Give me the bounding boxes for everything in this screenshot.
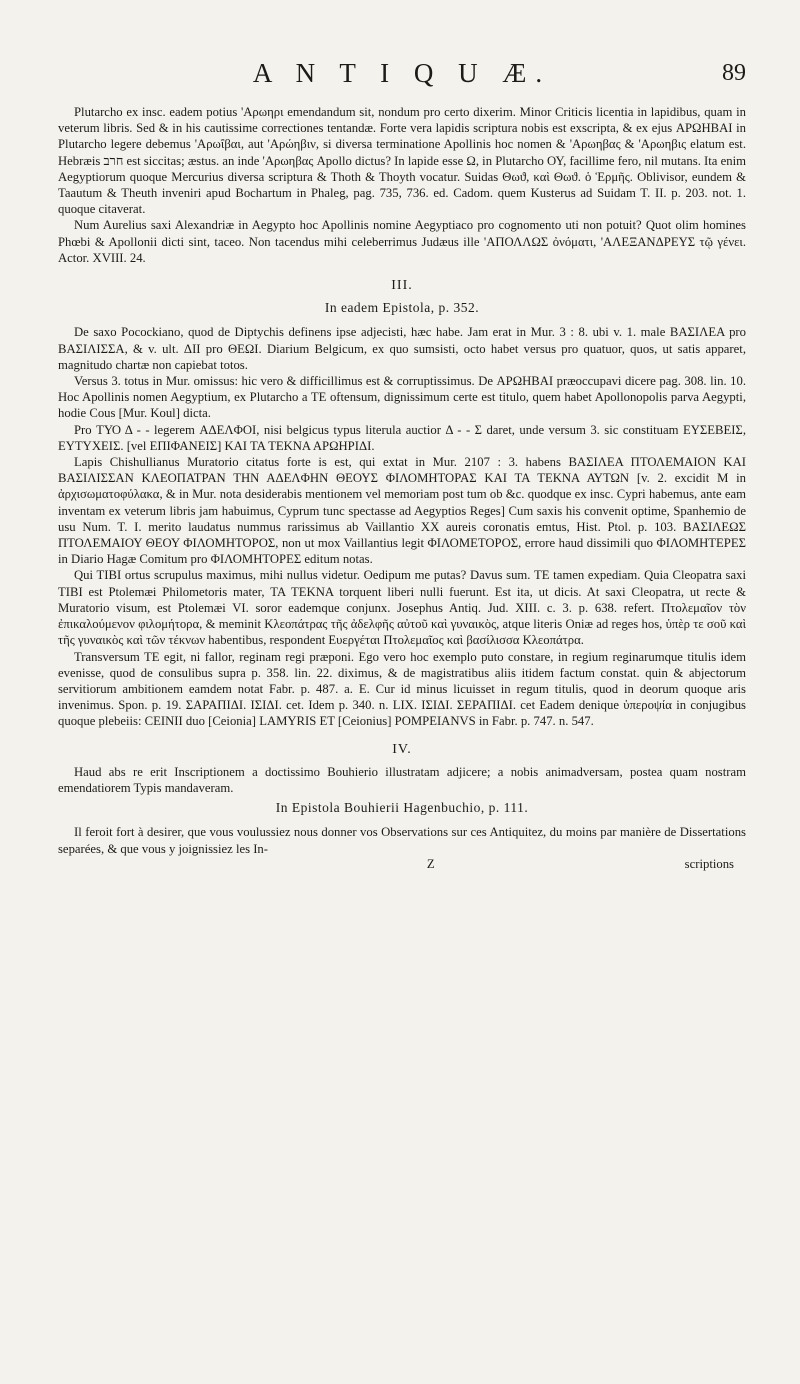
paragraph: De saxo Pocockiano, quod de Diptychis definens ipse adjecisti, hæc habe. Jam erat in Mur. 3 : 8. ubi v. 1. male ΒΑΣΙΛΕΑ pro ΒΑΣΙΛΙΣΣΑ, & v. ult. ΔΙΙ pro ΘΕΩΙ. Diarium Belgicum, ex quo sumsisti, octo habet versus pro quatuor, quos, ut satis apparet, magnitudo chartæ non capiebat totos. [58, 325, 746, 372]
catchword: scriptions [684, 856, 734, 871]
section-numeral: IV. [392, 741, 412, 757]
paragraph: Il feroit fort à desirer, que vous voulussiez nous donner vos Observations sur ces Antiquitez, du moins par manière de Dissertations separées, & que vous y joignissiez les In- [58, 825, 746, 856]
paragraph: Lapis Chishullianus Muratorio citatus forte is est, qui extat in Mur. 2107 : 3. habens ΒΑΣΙΛΕΑ ΠΤΟΛΕΜΑΙΟΝ ΚΑΙ ΒΑΣΙΛΙΣΣΑΝ ΚΛΕΟΠΑΤΡΑΝ ΤΗΝ ΑΔΕΛΦΗΝ ΘΕΟΥΣ ΦΙΛΟΜΗΤΟΡΑΣ ΚΑΙ ΤΑ ΤΕΚΝΑ ΑΥΤΩΝ [v. 2. excidit Μ in ἀρχισωματοφύλακα, & in Mur. nota desiderabis mentionem vel memoriam post tum ob &c. quodque ex insc. Cypri habemus, ante eam inventam ex veterum libris jam habuimus, Cyprum tunc spectasse ad Aegyptios Reges] Cum saxis his convenit optime, Spanhemio de usu Num. T. I. merito laudatus nummus rarissimus ab Vaillantio XX aureis coronatis emtus, Hist. Ptol. p. 103. ΒΑΣΙΛΕΩΣ ΠΤΟΛΕΜΑΙΟΥ ΘΕΟΥ ΦΙΛΟΜΗΤΟΡΟΣ, non ut mox Vaillantius legit ΦΙΛΟΜΕΤΟΡΟΣ, errore haud dissimili quo ΦΙΛΟΜΗΤΕΡΕΣ in Diario Hagæ Comitum pro ΦΙΛΟΜΗΤΟΡΕΣ editum notas. [58, 455, 746, 567]
body-text [58, 104, 746, 857]
section-subheading: In eadem Epistola, p. 352. [324, 300, 480, 316]
paragraph: Pro ΤΥΟ Δ - - legerem ΑΔΕΛΦΟΙ, nisi belgicus typus literula auctior Δ - - Σ daret, unde versum 3. sic constituam ΕΥΣΕΒΕΙΣ, ΕΥΤΥΧΕΙΣ. [vel ΕΠΙΦΑΝΕΙΣ] ΚΑΙ ΤΑ ΤΕΚΝΑ ΑΡΩΗΡΙΔΙ. [58, 422, 746, 453]
page [58, 58, 746, 1358]
signature-mark: Z [426, 856, 435, 871]
paragraph: Num Aurelius saxi Alexandriæ in Aegypto hoc Apollinis nomine Aegyptiaco pro cognomento uti non potuit? Quot olim homines Phœbi & Apollonii dicti sint, taceo. Non tacendus mihi celeberrimus Judæus ille 'ΑΠΟΛΛΩΣ ὀνόματι, 'ΑΛΕΞΑΝΔΡΕΥΣ τῷ γένει. Actor. XVIII. 24. [58, 218, 746, 265]
page-footer [58, 857, 746, 872]
paragraph: Haud abs re erit Inscriptionem a doctissimo Bouhierio illustratam adjicere; a nobis animadversam, postea quam nostram emendatiorem Typis mandaveram. [58, 764, 746, 795]
paragraph: Transversum TE egit, ni fallor, reginam regi præponi. Ego vero hoc exemplo puto constare, in regium reginarumque titulis idem evenisse, quod de consulibus supra p. 358. lin. 22. diximus, & de magistratibus aliis itidem factum constat. quin & abjectorum servitiorum ambitionem eamdem notat Fabr. p. 487. a. E. Cur id minus licuisset in regum titulis, quod in deorum quoque aris invenimus. Spon. p. 19. ΣΑΡΑΠΙΔΙ. ΙΣΙΔΙ. cet. Idem p. 340. n. LIX. ΙΣΙΔΙ. ΣΕΡΑΠΙΔΙ. cet Eadem denique ὑπεροψία in conjugibus quoque plebeiis: CEINII duo [Ceionia] LAMYRIS ET [Ceionius] POMPEIANVS in Fabr. p. 747. n. 547. [58, 649, 746, 729]
running-header [58, 58, 746, 104]
section-numeral: III. [391, 278, 413, 294]
section-subheading: In Epistola Bouhierii Hagenbuchio, p. 111. [275, 800, 529, 816]
running-title: A N T I Q U Æ. [252, 58, 552, 88]
page-number: 89 [722, 60, 746, 86]
paragraph: Versus 3. totus in Mur. omissus: hic vero & difficillimus est & corruptissimus. De ΑΡΩΗΒΑΙ præoccupavi dicere pag. 308. lin. 10. Hoc Apollinis nomen Aegyptium, ex Plutarcho a TE oftensum, dignissimum certe est titulo, quem habet Apollonopolis parva Aegypti, hodie Cous [Mur. Koul] dicta. [58, 374, 746, 421]
paragraph: Qui TIBI ortus scrupulus maximus, mihi nullus videtur. Oedipum me putas? Davus sum. TE tamen expediam. Quia Cleopatra saxi TIBI est Ptolemæi Philometoris mater, TA TEKNA torquent liberi nulli fuerunt. Est ita, ut dicis. At saxi Cleopatra, ut recte & Muratorio visum, est Ptolemæi VI. soror eademque conjunx. Josephus Antiq. Jud. XIII. c. 3. p. 638. refert. Πτολεμαῖον τὸν ἐπικαλούμενον φιλομήτορα, & meminit Κλεοπάτρας τῆς ἀδελφῆς αὐτοῦ καὶ γυναικὸς, atque literis Oniæ ad reges hos, ὑπὲρ τε σοῦ καὶ τῆς γυναικὸς καὶ τῶν τέκνων habentibus, respondent Ευεργέται Πτολεμαῖος καὶ βασίλισσα Κλεοπάτρα. [58, 568, 746, 648]
paragraph: Plutarcho ex insc. eadem potius 'Αρωηρι emendandum sit, nondum pro certo dixerim. Minor Criticis licentia in lapidibus, quam in veterum libris. Sed & in his cautissime correctiones tentandæ. Forte vera lapidis scriptura nobis est exscripta, & ex ejus ΑΡΩΗΒΑΙ in Plutarcho legere debemus 'Αρωΐβαι, aut 'Αρώηβιν, si diversa terminatione Apollinis hoc nomen & 'Αρωηβας & 'Αρωηβις elatum est. Hebræis חרב est siccitas; æstus. an inde 'Αρωηβας Apollo dictus? In lapide esse Ω, in Plutarcho ΟΥ, facillime fero, nil mutans. Ita enim Aegyptiorum quoque Mercurius diversa scriptura & Thoth & Thoyth vocatur. Suidas Θωϑ, καὶ Θωϑ. ὁ Ἑρμῆς. Oblivisor, eundem & Taautum & Theuth inveniri apud Bochartum in Phaleg, pag. 735, 736. ed. Cadom. quem Kusterus ad Suidam T. II. p. 203. not. 1. quoque citaverat. [58, 105, 746, 217]
